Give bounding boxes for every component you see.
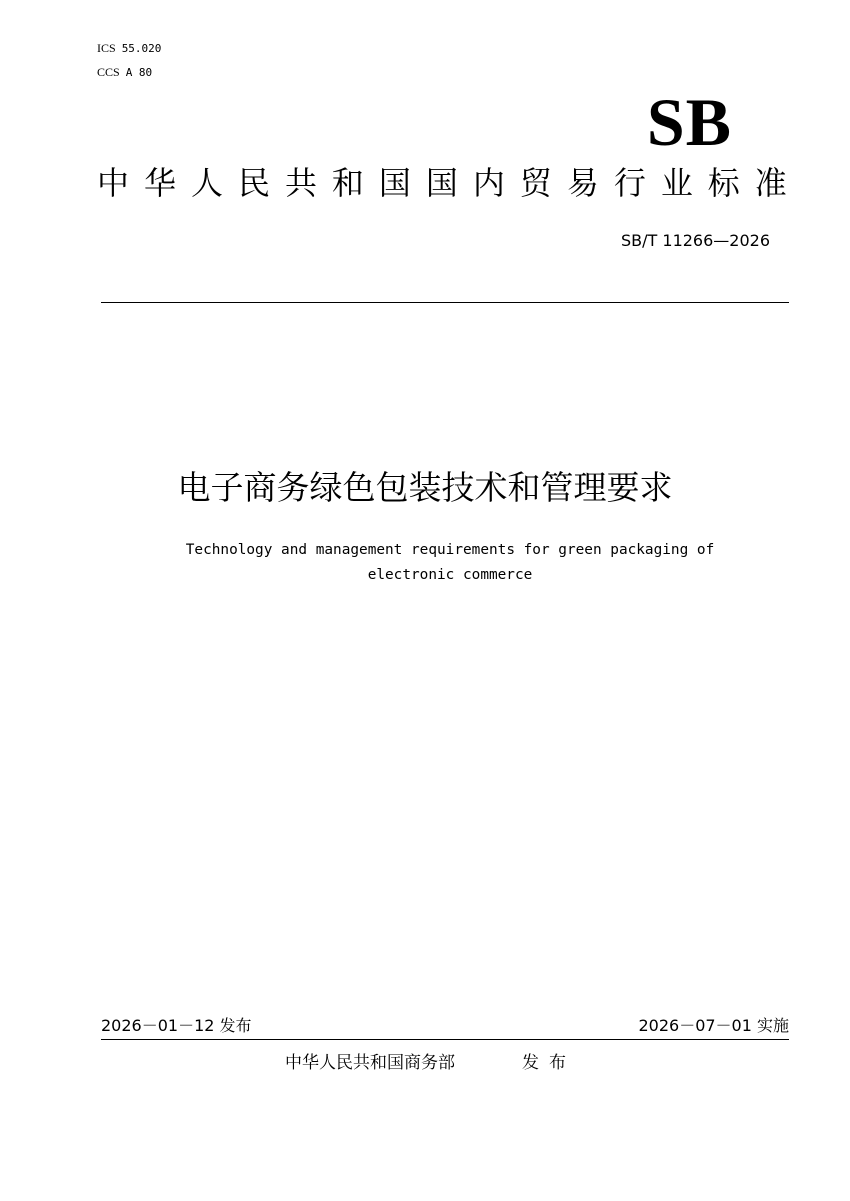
- title-char: 共: [284, 164, 317, 202]
- title-char: 国: [378, 164, 411, 202]
- document-title-chinese: 电子商务绿色包装技术和管理要求: [177, 468, 673, 507]
- title-char: 行: [613, 164, 646, 202]
- standard-number: SB/T 11266—2026: [621, 231, 770, 250]
- ics-label: ICS: [97, 41, 116, 55]
- ccs-code: [97, 65, 152, 80]
- title-char: 华: [143, 164, 176, 202]
- standard-category-title: [97, 163, 787, 203]
- title-char: 易: [566, 164, 599, 202]
- sb-logo: SB: [646, 84, 732, 160]
- title-char: 贸: [519, 164, 552, 202]
- title-char: 民: [237, 164, 270, 202]
- title-char: 国: [425, 164, 458, 202]
- english-title-line-2: electronic commerce: [367, 567, 533, 583]
- implement-date: 2026－07－01 实施: [638, 1016, 789, 1035]
- ics-code: [97, 41, 161, 56]
- publish-date: 2026－01－12 发布: [101, 1016, 252, 1035]
- bottom-divider: [101, 1039, 789, 1040]
- title-char: 内: [472, 164, 505, 202]
- ics-value: 55.020: [121, 42, 162, 55]
- issuer-name: 中华人民共和国商务部: [285, 1053, 455, 1073]
- title-char: 准: [754, 164, 787, 202]
- ccs-value: A 80: [125, 66, 153, 79]
- english-title-line-1: Technology and management requirements for green packaging of: [185, 542, 715, 558]
- top-divider: [101, 302, 789, 303]
- ccs-label: CCS: [97, 65, 120, 79]
- issue-label: 发布: [522, 1053, 576, 1073]
- title-char: 人: [190, 164, 223, 202]
- title-char: 和: [331, 164, 364, 202]
- title-char: 中: [97, 164, 130, 202]
- title-char: 标: [707, 164, 740, 202]
- title-char: 业: [660, 164, 693, 202]
- document-title-english: [120, 538, 780, 588]
